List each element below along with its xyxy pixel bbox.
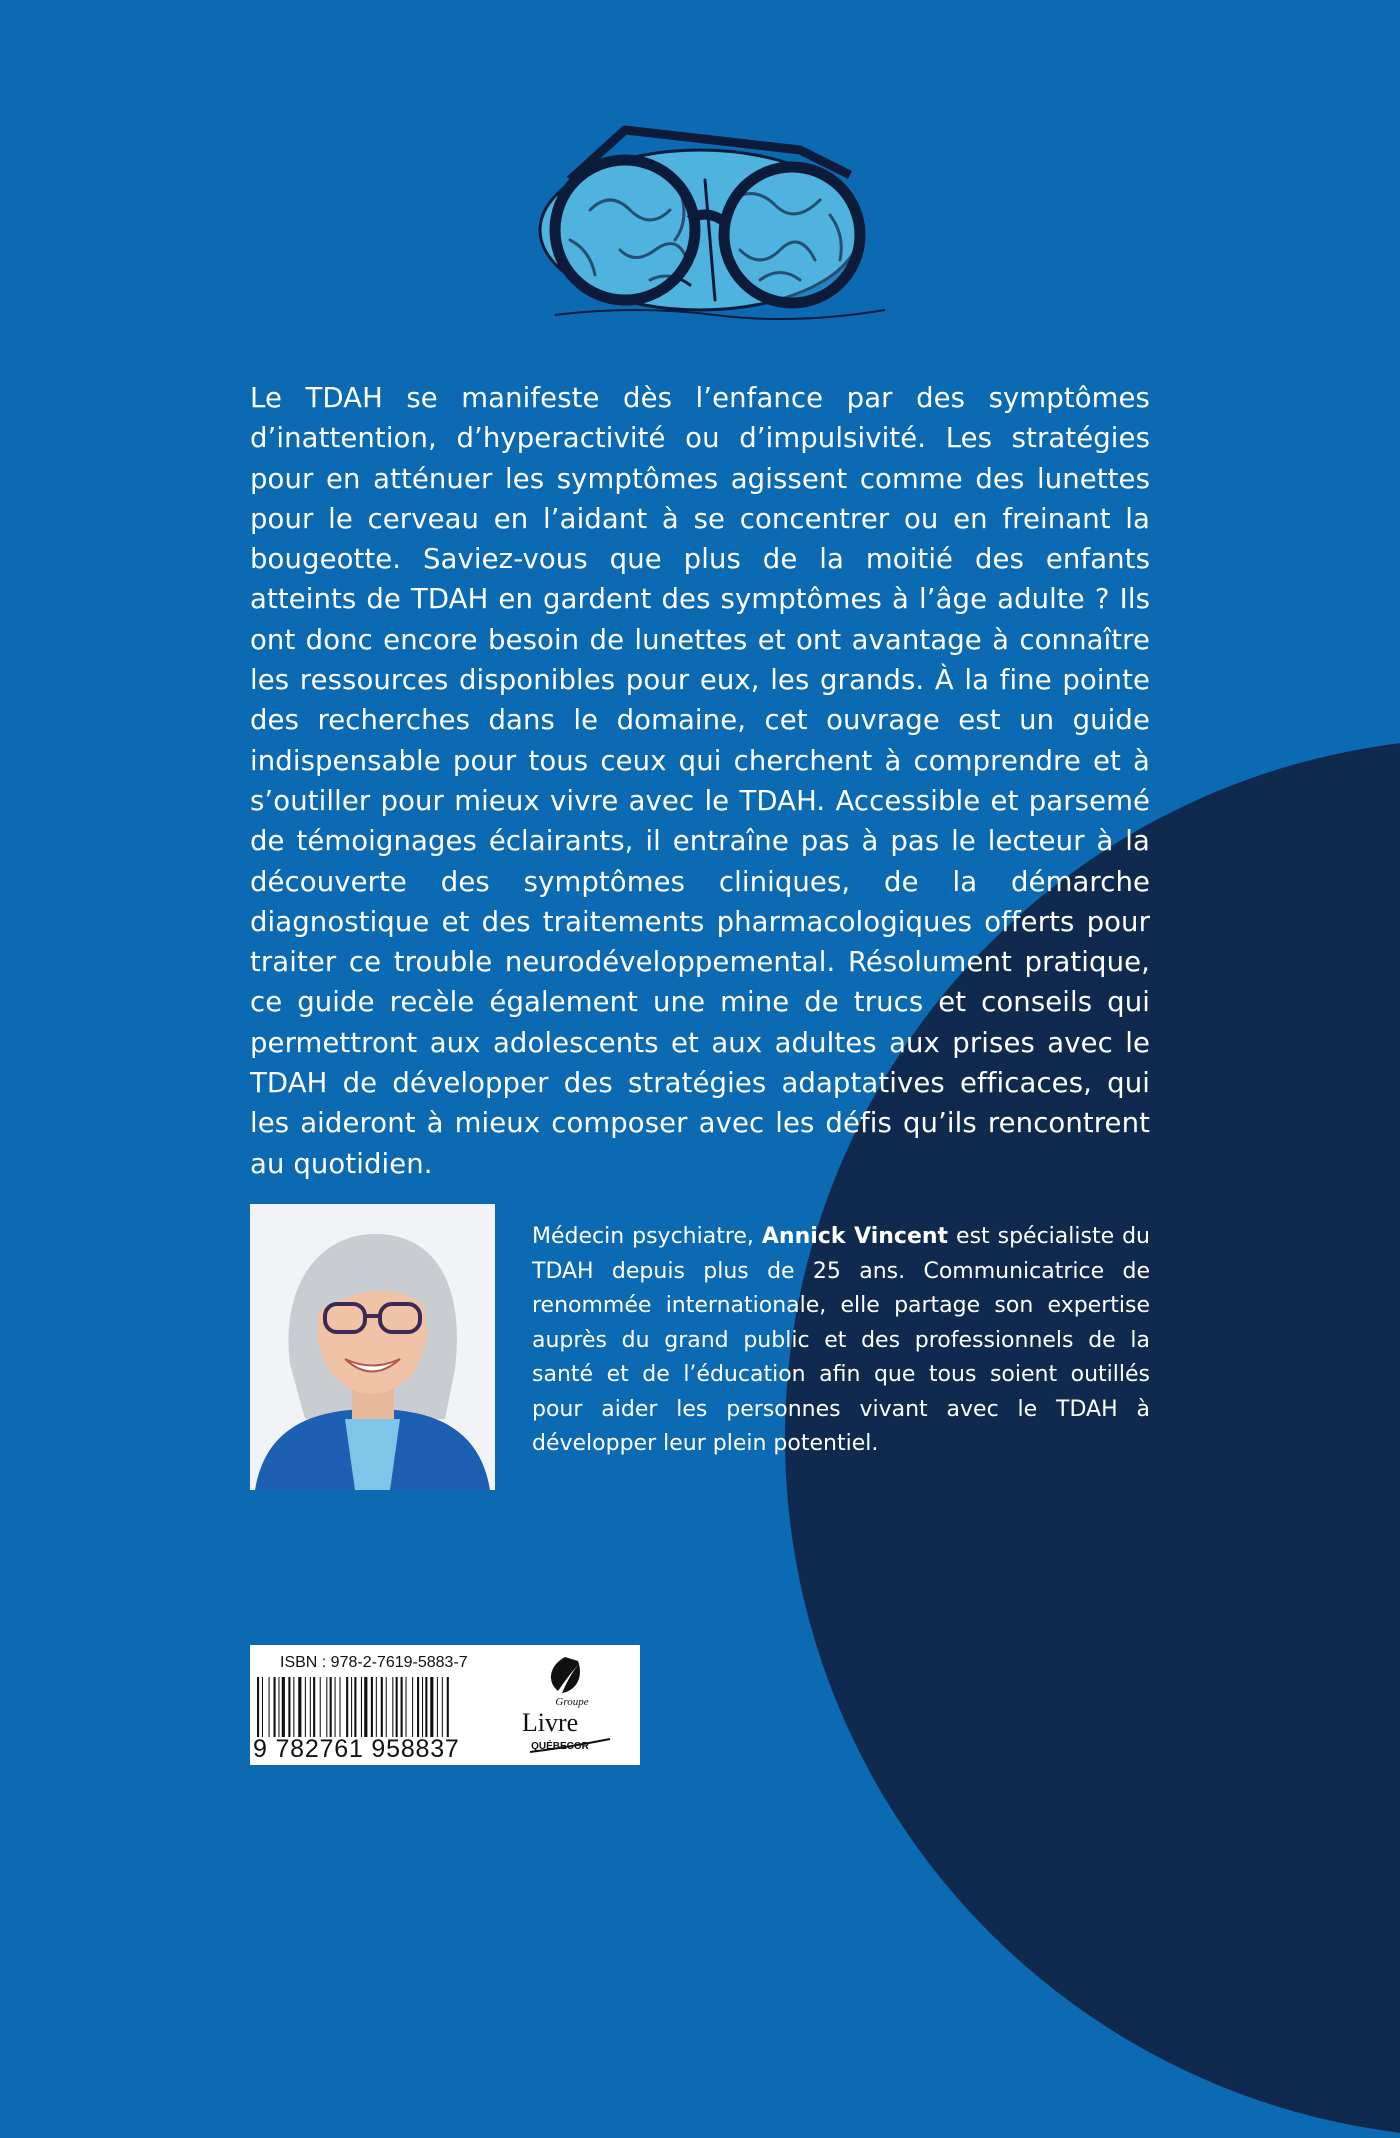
author-name: Annick Vincent: [761, 1224, 949, 1249]
back-cover-blurb: Le TDAH se manifeste dès l’enfance par des symptômes d’inattention, d’hyperactivité ou d’impulsivité. Les stratégies pour en atténuer les symptômes agissent comme des lunettes pour le cerveau en l’aidant à se concentrer ou en freinant la bougeotte. Saviez-vous que plus de la moitié des enfants atteints de TDAH en gardent des symptômes à l’âge adulte ? Ils ont donc encore besoin de lunettes et ont avantage à connaître les ressources disponibles pour eux, les grands. À la fine pointe des recherches dans le domaine, cet ouvrage est un guide indispensable pour tous ceux qui cherchent à comprendre et à s’outiller pour mieux vivre avec le TDAH. Accessible et parsemé de témoignages éclairants, il entraîne pas à pas le lecteur à la découverte des symptômes cliniques, de la démarche diagnostique et des traitements pharmacologiques offerts pour traiter ce trouble neurodéveloppemental. Résolument pratique, ce guide recèle également une mine de trucs et conseils qui permettront aux adolescents et aux adultes aux prises avec le TDAH de développer des stratégies adaptatives efficaces, qui les aideront à mieux composer avec les défis qu’ils rencontrent au quotidien.: [250, 382, 1150, 1180]
publisher-line1: Groupe: [555, 1696, 589, 1708]
author-bio-prefix: Médecin psychiatre,: [532, 1224, 762, 1249]
author-photo: [250, 1204, 495, 1490]
barcode-bars: [255, 1677, 505, 1737]
brain-with-glasses-illustration: [530, 120, 900, 335]
publisher-logo: [510, 1651, 635, 1759]
isbn-label: ISBN : 978-2-7619-5883-7: [280, 1654, 468, 1671]
ean-digits: 9 782761 958837: [253, 1735, 460, 1763]
author-bio-suffix: est spécialiste du TDAH depuis plus de 25 ans. Communicatrice de renommée internationale, elle partage son expertise auprès du grand public et des professionnels de la santé et de l’éducation afin que tous soient outillés pour aider les personnes vivant avec le TDAH à développer leur plein potentiel.: [532, 1224, 1150, 1456]
barcode-box: [250, 1645, 640, 1765]
leaf-icon: [551, 1657, 580, 1693]
publisher-line3: QUÉBECOR: [531, 1741, 589, 1752]
publisher-line2: Livre: [521, 1708, 579, 1737]
author-bio: [532, 1220, 1150, 1462]
